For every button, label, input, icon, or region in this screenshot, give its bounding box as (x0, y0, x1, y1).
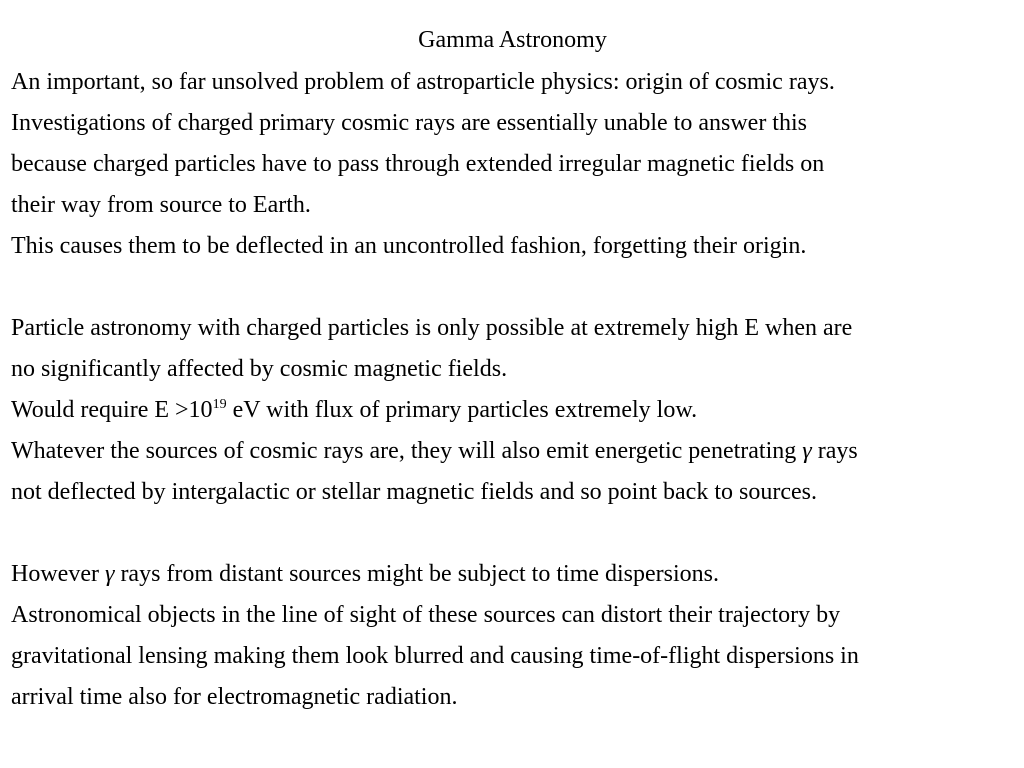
gamma-symbol: γ (802, 438, 812, 464)
gamma-symbol: γ (104, 561, 115, 587)
p1-line-4: their way from source to Earth. (11, 192, 311, 218)
paragraph-gap (11, 513, 1014, 554)
p2-line-1: Particle astronomy with charged particles is only possible at extremely high E when are (11, 315, 853, 341)
p2-line-3-pre: Would require E >10 (11, 397, 213, 423)
p1-line-2: Investigations of charged primary cosmic rays are essentially unable to answer this (11, 110, 807, 136)
p1-line-3: because charged particles have to pass through extended irregular magnetic fields on (11, 151, 825, 177)
p3-line-1-pre: However (11, 561, 105, 587)
p2-line-4 (11, 431, 1014, 472)
slide-title: Gamma Astronomy (418, 27, 607, 53)
p2-line-3 (11, 390, 1014, 431)
slide-body (11, 62, 1014, 718)
p3-line-1-post: rays from distant sources might be subject to time dispersions. (114, 561, 720, 587)
p2-line-4-pre: Whatever the sources of cosmic rays are, they will also emit energetic penetrating (11, 438, 803, 464)
p3-line-2: Astronomical objects in the line of sight of these sources can distort their trajectory by (11, 602, 841, 628)
p3-line-4: arrival time also for electromagnetic radiation. (11, 684, 458, 710)
p3-line-1 (11, 554, 1014, 595)
p1-line-5: This causes them to be deflected in an uncontrolled fashion, forgetting their origin. (11, 233, 807, 259)
p2-line-5: not deflected by intergalactic or stellar magnetic fields and so point back to sources. (11, 479, 817, 505)
paragraph-gap (11, 267, 1014, 308)
p3-line-3: gravitational lensing making them look blurred and causing time-of-flight dispersions in (11, 643, 859, 669)
p1-line-1: An important, so far unsolved problem of astroparticle physics: origin of cosmic rays. (11, 69, 835, 95)
p2-line-3-post: eV with flux of primary particles extremely low. (226, 397, 698, 423)
p2-line-4-post: rays (811, 438, 858, 464)
p2-line-2: no significantly affected by cosmic magnetic fields. (11, 356, 508, 382)
exponent: 19 (212, 397, 227, 412)
